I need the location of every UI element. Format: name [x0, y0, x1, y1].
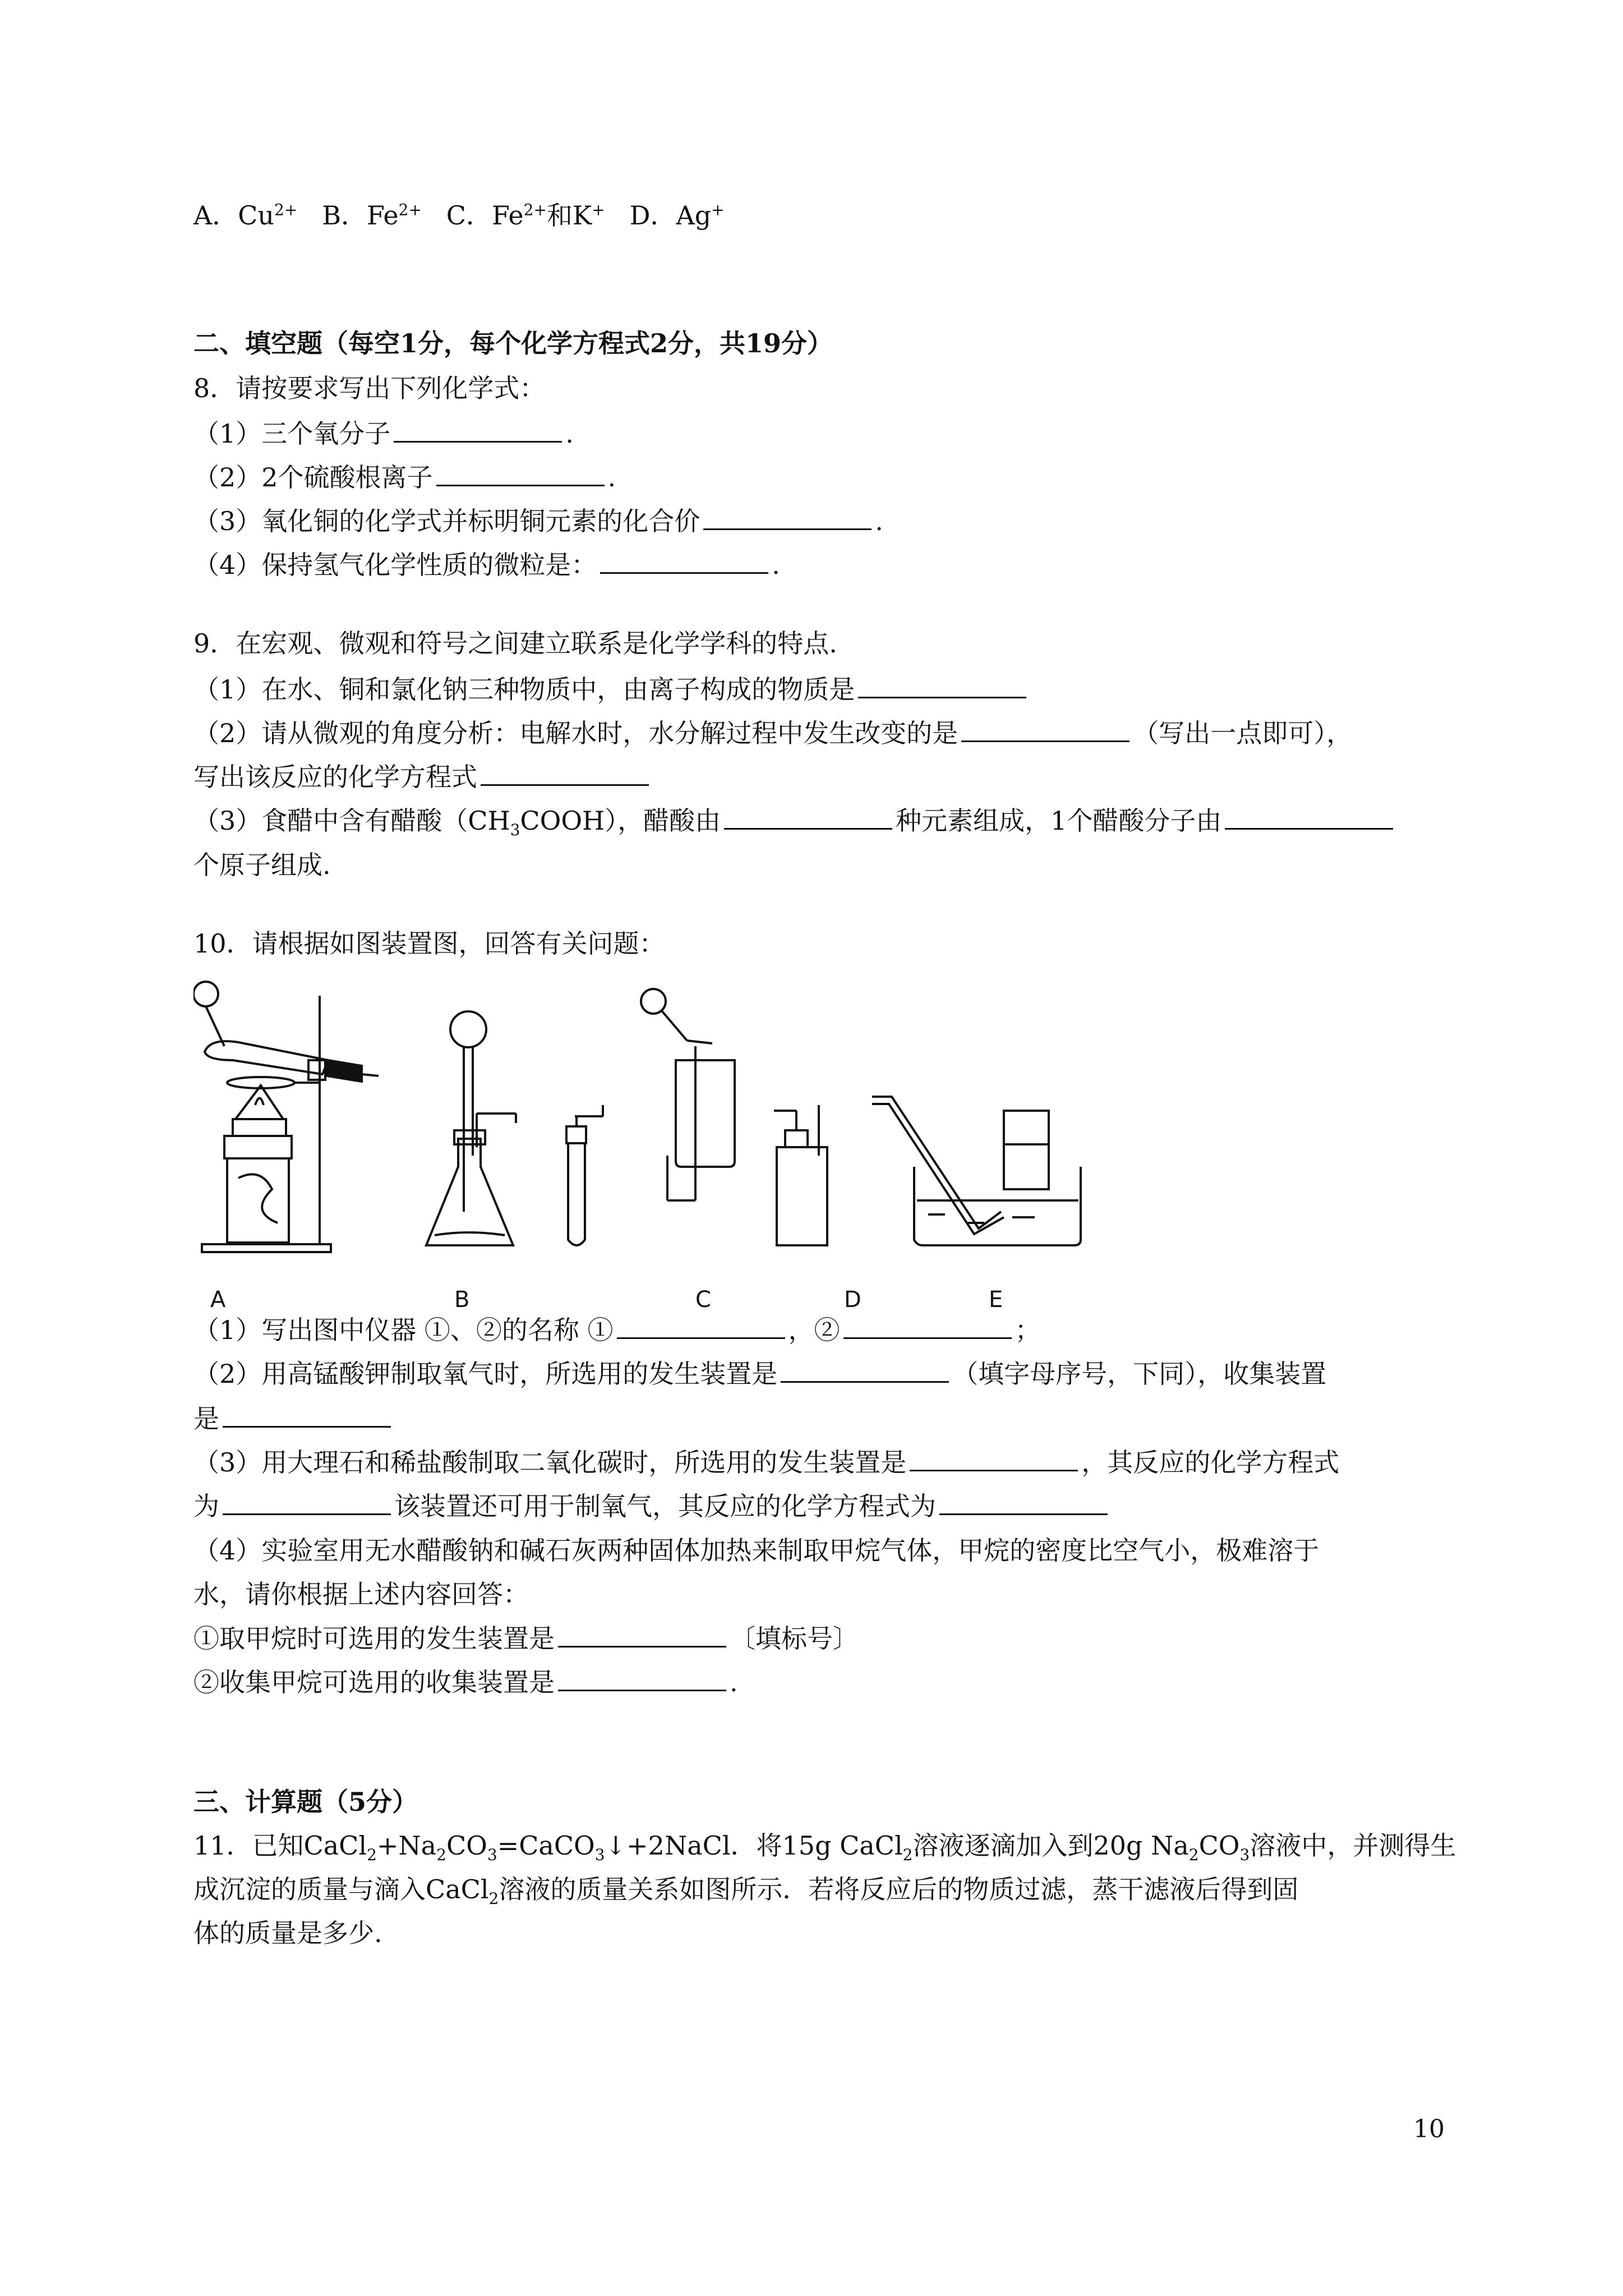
- q10-part2-cont: 是: [193, 1400, 394, 1437]
- q8-part1: （1）三个氧分子 .: [193, 415, 574, 452]
- q10-part3-cont: 为 该装置还可用于制氧气，其反应的化学方程式为: [193, 1488, 1111, 1524]
- q11-line3: 体的质量是多少.: [193, 1918, 382, 1948]
- q8-part4: （4）保持氢气化学性质的微粒是： .: [193, 546, 780, 583]
- apparatus-b: [426, 1011, 516, 1245]
- q11-line2: 成沉淀的质量与滴入CaCl$_2$溶液的质量关系如图所示．若将反应后的物质过滤，蒸干滤液后得到固: [193, 1874, 1299, 1908]
- apparatus-d: [641, 989, 735, 1200]
- q9-part2: （2）请从微观的角度分析：电解水时，水分解过程中发生改变的是 （写出一点即可），: [193, 715, 1352, 751]
- q9-part2-cont: 写出该反应的化学方程式: [193, 758, 652, 795]
- q8-part2: （2）2个硫酸根离子 .: [193, 459, 616, 495]
- q10-part4: （4）实验室用无水醋酸钠和碱石灰两种固体加热来制取甲烷气体，甲烷的密度比空气小，极难溶于: [193, 1535, 1320, 1566]
- figure-label-e: E: [989, 1287, 1003, 1313]
- answer-blank: [939, 1488, 1108, 1515]
- answer-blank: [961, 715, 1129, 742]
- section-3-heading: 三、计算题（5分）: [193, 1787, 418, 1817]
- q10-stem: 10．请根据如图装置图，回答有关问题：: [193, 928, 665, 959]
- q10-part4-cont: 水，请你根据上述内容回答：: [193, 1579, 529, 1609]
- apparatus-figure: [193, 976, 1113, 1313]
- q8-stem: 8．请按要求写出下列化学式：: [193, 373, 546, 403]
- answer-blank: [858, 671, 1026, 698]
- apparatus-a: [193, 982, 379, 1252]
- answer-blank: [436, 459, 605, 486]
- answer-blank: [781, 1355, 949, 1383]
- answer-blank: [394, 415, 562, 443]
- page-number: 10: [1413, 2115, 1445, 2143]
- q10-part1: （1）写出图中仪器 ①、②的名称 ① ，② ；: [193, 1312, 1041, 1348]
- q10-part4-sub1: ①取甲烷时可选用的发生装置是 〔填标号〕: [193, 1620, 859, 1657]
- q8-part3: （3）氧化铜的化学式并标明铜元素的化合价 .: [193, 503, 883, 539]
- q7-options: A．$Cu^{2+}$ B．$Fe^{2+}$ C．$Fe^{2+}$和K+ D．Ag+: [193, 200, 725, 231]
- q9-part1: （1）在水、铜和氯化钠三种物质中，由离子构成的物质是: [193, 671, 1030, 707]
- apparatus-diagram: [193, 976, 1113, 1313]
- answer-blank: [843, 1312, 1012, 1339]
- answer-blank: [1225, 802, 1393, 830]
- q10-part4-sub2: ②收集甲烷可选用的收集装置是 .: [193, 1664, 738, 1700]
- answer-blank: [481, 758, 649, 786]
- q9-part3-cont: 个原子组成.: [193, 850, 331, 880]
- apparatus-e: [774, 1105, 827, 1245]
- q9-part3: （3）食醋中含有醋酸$(CH_3COOH)$，醋酸由 种元素组成，1个醋酸分子由: [193, 802, 1396, 839]
- answer-blank: [724, 802, 892, 830]
- answer-blank: [600, 546, 768, 574]
- figure-label-b: B: [454, 1287, 470, 1313]
- answer-blank: [703, 503, 872, 530]
- answer-blank: [223, 1400, 391, 1428]
- q9-stem: 9．在宏观、微观和符号之间建立联系是化学学科的特点.: [193, 628, 837, 659]
- q11-line1: 11．已知$CaCl_2+Na_2CO_3=CaCO_3↓+2NaCl$．将15g CaCl$_2$溶液逐滴加入到20g $Na_2CO_3$溶液中，并测得生: [193, 1830, 1456, 1865]
- q10-part2: （2）用高锰酸钾制取氧气时，所选用的发生装置是 （填字母序号，下同），收集装置: [193, 1355, 1326, 1392]
- answer-blank: [558, 1620, 726, 1648]
- section-2-heading: 二、填空题（每空1分，每个化学方程式2分，共19分）: [193, 328, 833, 358]
- apparatus-c: [566, 1105, 603, 1245]
- figure-label-d: D: [844, 1287, 861, 1313]
- q10-part3: （3）用大理石和稀盐酸制取二氧化碳时，所选用的发生装置是 ，其反应的化学方程式: [193, 1444, 1339, 1480]
- answer-blank: [617, 1312, 785, 1339]
- apparatus-trough: [872, 1097, 1081, 1245]
- figure-label-c: C: [695, 1287, 711, 1313]
- answer-blank: [558, 1664, 726, 1691]
- answer-blank: [223, 1488, 391, 1515]
- answer-blank: [910, 1444, 1078, 1471]
- figure-label-a: A: [210, 1287, 226, 1313]
